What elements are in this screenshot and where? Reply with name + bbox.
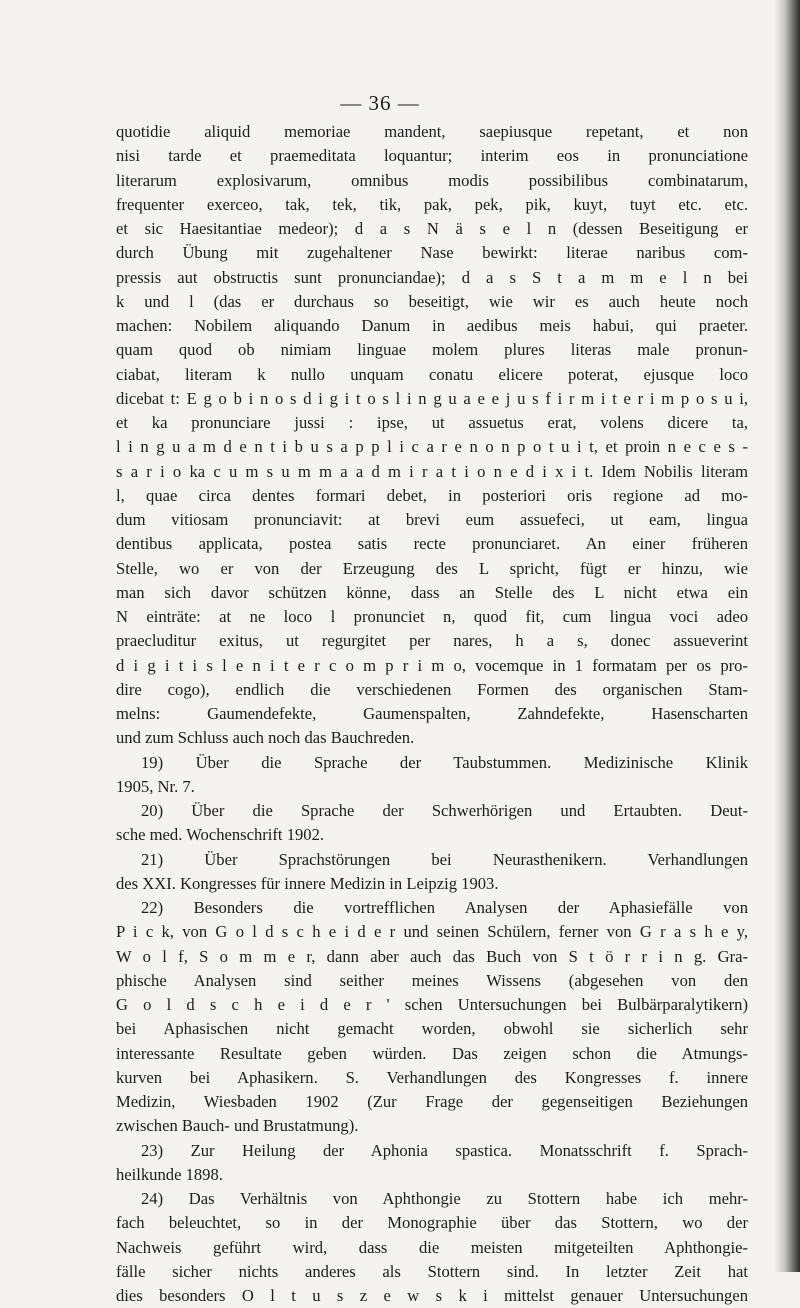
- text-line: bei Aphasischen nicht gemacht worden, obwohl sie sicherlich sehr: [116, 1019, 748, 1039]
- text-line: durch Übung mit zugehaltener Nase bewirkt: literae naribus com-: [116, 243, 748, 263]
- page-edge-shadow: [774, 0, 800, 1272]
- text-line: dicebat t: E g o b i n o s d i g i t o s l i n g u a e e j u s f i r m i t e r i m p o s u i,: [116, 388, 748, 408]
- text-line: l i n g u a m d e n t i b u s a p p l i c a r e n o n p o t u i t, et proin n e c e s -: [116, 437, 748, 457]
- text-line: pressis aut obstructis sunt pronunciandae); d a s S t a m m e l n bei: [116, 267, 748, 287]
- text-line: 23) Zur Heilung der Aphonia spastica. Monatsschrift f. Sprach-: [141, 1140, 748, 1160]
- text-line: frequenter exerceo, tak, tek, tik, pak, pek, pik, kuyt, tuyt etc. etc.: [116, 194, 748, 214]
- text-line: et ka pronunciare jussi : ipse, ut assuetus erat, volens dicere ta,: [116, 413, 748, 432]
- text-line: dies besonders O l t u s z e w s k i mittelst genauer Untersuchungen: [116, 1286, 748, 1305]
- text-line: zwischen Bauch- und Brustatmung).: [116, 1116, 359, 1136]
- text-line: Medizin, Wiesbaden 1902 (Zur Frage der gegenseitigen Beziehungen: [116, 1092, 748, 1111]
- text-line: nisi tarde et praemeditata loquantur; interim eos in pronunciatione: [116, 146, 748, 166]
- text-line: literarum explosivarum, omnibus modis possibilibus combinatarum,: [116, 170, 748, 190]
- text-line: dentibus applicata, postea satis recte pronunciaret. An einer früheren: [116, 534, 748, 554]
- text-line: P i c k, von G o l d s c h e i d e r und seinen Schülern, ferner von G r a s h e y,: [116, 922, 748, 942]
- text-line: 1905, Nr. 7.: [116, 776, 195, 796]
- text-line: et sic Haesitantiae medeor); d a s N ä s e l n (dessen Beseitigung er: [116, 219, 748, 238]
- text-line: d i g i t i s l e n i t e r c o m p r i m o, vocemque in 1 formatam per os pro-: [116, 655, 748, 675]
- body-text: [116, 120, 748, 1308]
- text-line: melns: Gaumendefekte, Gaumenspalten, Zahndefekte, Hasenscharten: [116, 704, 748, 723]
- text-line: praecluditur exitus, ut regurgitet per nares, h a s, donec assueverint: [116, 631, 748, 651]
- text-line: fälle sicher nichts anderes als Stottern sind. In letzter Zeit hat: [116, 1261, 748, 1281]
- text-line: heilkunde 1898.: [116, 1164, 223, 1184]
- text-line: dum vitiosam pronunciavit: at brevi eum assuefeci, ut eam, lingua: [116, 510, 748, 529]
- text-line: sche med. Wochenschrift 1902.: [116, 825, 325, 845]
- text-line: N einträte: at ne loco l pronunciet n, quod fit, cum lingua voci adeo: [116, 607, 748, 626]
- text-line: dire cogo), endlich die verschiedenen Formen des organischen Stam-: [116, 679, 748, 699]
- text-line: s a r i o ka c u m s u m m a a d m i r a t i o n e d i x i t. Idem Nobilis literam: [116, 461, 748, 481]
- text-line: G o l d s c h e i d e r ' schen Untersuchungen bei Bulbärparalytikern): [116, 995, 748, 1014]
- text-line: phische Analysen sind seither meines Wissens (abgesehen von den: [116, 970, 748, 990]
- text-line: 24) Das Verhältnis von Aphthongie zu Stottern habe ich mehr-: [141, 1189, 748, 1208]
- text-line: machen: Nobilem aliquando Danum in aedibus meis habui, qui praeter.: [116, 316, 748, 335]
- text-line: kurven bei Aphasikern. S. Verhandlungen des Kongresses f. innere: [116, 1067, 748, 1087]
- text-line: interessante Resultate geben würden. Das zeigen schon die Atmungs-: [116, 1043, 748, 1063]
- text-line: k und l (das er durchaus so beseitigt, wie wir es auch heute noch: [116, 291, 748, 311]
- text-line: 21) Über Sprachstörungen bei Neurasthenikern. Verhandlungen: [141, 849, 748, 869]
- page-number: — 36 —: [340, 91, 420, 115]
- text-line: 22) Besonders die vortrefflichen Analysen der Aphasiefälle von: [141, 898, 748, 917]
- text-line: und zum Schluss auch noch das Bauchreden.: [116, 728, 415, 748]
- text-line: quotidie aliquid memoriae mandent, saepiusque repetant, et non: [116, 122, 748, 141]
- text-line: des XXI. Kongresses für innere Medizin in Leipzig 1903.: [116, 873, 499, 893]
- text-line: quam quod ob nimiam linguae molem plures literas male pronun-: [116, 340, 748, 360]
- text-line: fach beleuchtet, so in der Monographie über das Stottern, wo der: [116, 1213, 748, 1233]
- text-line: 20) Über die Sprache der Schwerhörigen und Ertaubten. Deut-: [141, 801, 748, 820]
- text-line: l, quae circa dentes formari debet, in posteriori oris regione ad mo-: [116, 485, 748, 505]
- text-line: man sich davor schützen könne, dass an Stelle des L nicht etwa ein: [116, 582, 748, 602]
- text-line: Nachweis geführt wird, dass die meisten mitgeteilten Aphthongie-: [116, 1237, 748, 1257]
- text-line: ciabat, literam k nullo unquam conatu elicere poterat, ejusque loco: [116, 364, 748, 384]
- text-line: 19) Über die Sprache der Taubstummen. Medizinische Klinik: [141, 752, 748, 772]
- text-line: W o l f, S o m m e r, dann aber auch das Buch von S t ö r r i n g. Gra-: [116, 946, 748, 966]
- text-line: Stelle, wo er von der Erzeugung des L spricht, fügt er hinzu, wie: [116, 558, 748, 578]
